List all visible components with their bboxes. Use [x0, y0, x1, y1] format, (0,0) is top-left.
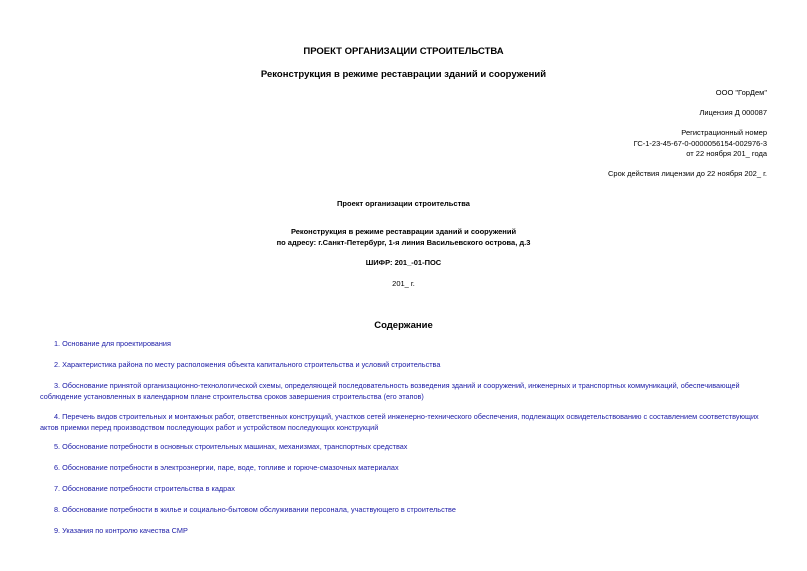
toc-item-7[interactable]	[40, 484, 770, 495]
object-name-line: Реконструкция в режиме реставрации зданий и сооружений	[290, 227, 517, 236]
title-page-heading: Проект организации строительства	[337, 199, 470, 208]
toc-item-5[interactable]	[40, 442, 770, 453]
registration-date: от 22 ноября 201_ года	[686, 149, 767, 158]
company-name: ООО "ГорДем"	[715, 88, 767, 97]
document-title: ПРОЕКТ ОРГАНИЗАЦИИ СТРОИТЕЛЬСТВА	[303, 46, 504, 57]
toc-link-8[interactable]: 8. Обоснование потребности в жилье и социально-бытовом обслуживании персонала, участвующего в строительстве	[54, 505, 456, 514]
toc-item-8[interactable]	[40, 505, 770, 516]
project-year: 201_ г.	[392, 279, 415, 288]
license-number: Лицензия Д 000087	[699, 108, 767, 117]
toc-item-4[interactable]	[40, 412, 770, 433]
toc-link-6[interactable]: 6. Обоснование потребности в электроэнергии, паре, воде, топливе и горюче-смазочных материалах	[54, 463, 399, 472]
document-subtitle: Реконструкция в режиме реставрации зданий и сооружений	[260, 69, 547, 80]
toc-link-5[interactable]: 5. Обоснование потребности в основных строительных машинах, механизмах, транспортных средствах	[54, 442, 408, 451]
toc-link-7[interactable]: 7. Обоснование потребности строительства в кадрах	[54, 484, 235, 493]
object-address-line: по адресу: г.Санкт-Петербург, 1-я линия Васильевского острова, д.3	[276, 237, 531, 247]
contents-heading: Содержание	[374, 320, 433, 331]
toc-item-1[interactable]	[40, 339, 770, 350]
toc-link-4[interactable]: 4. Перечень видов строительных и монтажных работ, ответственных конструкций, участков сетей инженерно-технического обеспечения, подлежащих освидетельствованию с составлением соответствующих актов приемки перед производством последующих работ и устройством последующих конструкций	[40, 412, 759, 432]
toc-item-3[interactable]	[40, 381, 770, 402]
toc-link-9[interactable]: 9. Указания по контролю качества СМР	[54, 526, 188, 535]
license-validity: Срок действия лицензии до 22 ноября 202_ г.	[608, 169, 767, 178]
registration-label: Регистрационный номер	[681, 128, 767, 137]
toc-item-9[interactable]	[40, 526, 770, 537]
toc-link-1[interactable]: 1. Основание для проектирования	[54, 339, 171, 348]
toc-item-6[interactable]	[40, 463, 770, 474]
toc-link-3[interactable]: 3. Обоснование принятой организационно-технологической схемы, определяющей последовательность возведения зданий и сооружений, инженерных и транспортных коммуникаций, обеспечивающей соблюдение установленных в календарном плане строительства сроков завершения строительства (его этапов)	[40, 381, 740, 401]
registration-number: ГС-1-23-45-67-0-0000056154-002976-3	[633, 138, 767, 148]
toc-item-2[interactable]	[40, 360, 770, 371]
toc-link-2[interactable]: 2. Характеристика района по месту расположения объекта капитального строительства и условий строительства	[54, 360, 441, 369]
project-cipher: ШИФР: 201_-01-ПОС	[365, 258, 442, 267]
